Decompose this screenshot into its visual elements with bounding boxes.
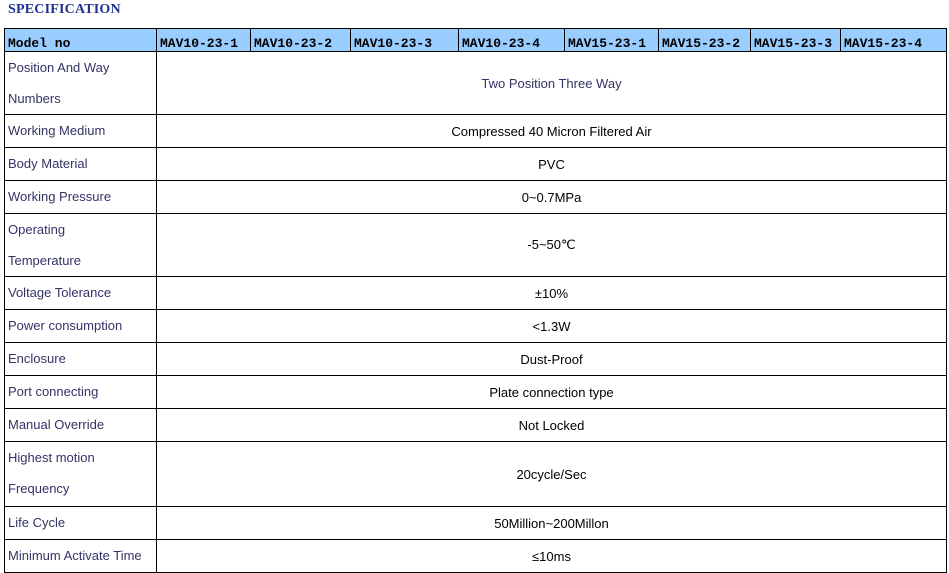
model-header: MAV10-23-1 (157, 29, 251, 52)
table-row (5, 148, 947, 181)
row-value: PVC (157, 148, 947, 181)
table-row (5, 310, 947, 343)
row-value: -5~50℃ (157, 214, 947, 277)
table-row (5, 277, 947, 310)
page-title: SPECIFICATION (8, 2, 121, 17)
table-row (5, 214, 947, 277)
row-label: Voltage Tolerance (5, 277, 157, 310)
row-label: Enclosure (5, 343, 157, 376)
row-value: Not Locked (157, 409, 947, 442)
row-value: Dust-Proof (157, 343, 947, 376)
row-value: <1.3W (157, 310, 947, 343)
row-value: ±10% (157, 277, 947, 310)
row-label-line: Highest motion (8, 450, 95, 465)
header-row (5, 29, 947, 52)
row-label: Power consumption (5, 310, 157, 343)
row-label: Port connecting (5, 376, 157, 409)
model-header: MAV10-23-2 (251, 29, 351, 52)
table-row (5, 507, 947, 540)
row-label (5, 442, 157, 507)
row-label-line: Temperature (8, 253, 81, 268)
row-label-line: Position And Way (8, 60, 110, 75)
row-label: Manual Override (5, 409, 157, 442)
table-row (5, 409, 947, 442)
row-label (5, 214, 157, 277)
model-header: MAV10-23-4 (459, 29, 565, 52)
row-label: Working Pressure (5, 181, 157, 214)
row-label: Life Cycle (5, 507, 157, 540)
table-row (5, 115, 947, 148)
row-value: 50Million~200Millon (157, 507, 947, 540)
row-value: Plate connection type (157, 376, 947, 409)
header-label: Model no (5, 29, 157, 52)
row-label: Minimum Activate Time (5, 540, 157, 573)
model-header: MAV15-23-4 (841, 29, 947, 52)
row-value: 20cycle/Sec (157, 442, 947, 507)
row-label: Body Material (5, 148, 157, 181)
row-label-line: Operating (8, 222, 66, 237)
table-row (5, 376, 947, 409)
row-label-line: Frequency (8, 481, 70, 496)
row-value: 0~0.7MPa (157, 181, 947, 214)
specification-table (4, 28, 947, 573)
table-row (5, 52, 947, 115)
table-row (5, 540, 947, 573)
table-row (5, 343, 947, 376)
model-header: MAV10-23-3 (351, 29, 459, 52)
row-value: Two Position Three Way (157, 52, 947, 115)
row-value: ≤10ms (157, 540, 947, 573)
table-row (5, 442, 947, 507)
table-row (5, 181, 947, 214)
row-label-line: Numbers (8, 91, 61, 106)
model-header: MAV15-23-3 (751, 29, 841, 52)
row-value: Compressed 40 Micron Filtered Air (157, 115, 947, 148)
model-header: MAV15-23-1 (565, 29, 659, 52)
row-label: Working Medium (5, 115, 157, 148)
row-label (5, 52, 157, 115)
model-header: MAV15-23-2 (659, 29, 751, 52)
